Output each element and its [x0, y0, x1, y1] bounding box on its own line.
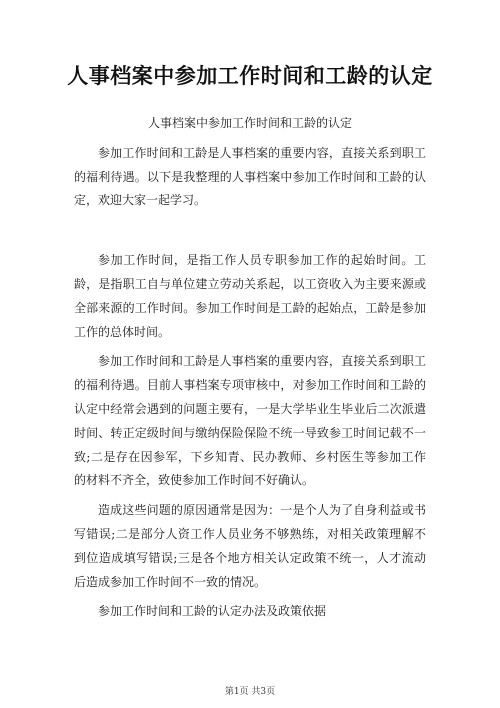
paragraph-section-heading: 参加工作时间和工龄的认定办法及政策依据	[98, 604, 327, 619]
page-number: 第1页 共3页	[224, 687, 276, 697]
document-subtitle: 人事档案中参加工作时间和工龄的认定	[147, 116, 352, 130]
document-body	[74, 112, 426, 630]
paragraph-intro: 参加工作时间和工龄是人事档案的重要内容，直接关系到职工的福利待遇。以下是我整理的人事档案中参加工作时间和工龄的认定，欢迎大家一起学习。	[74, 145, 426, 208]
paragraph-definition: 参加工作时间，是指工作人员专职参加工作的起始时间。工龄，是指职工自与单位建立劳动关系起，以工资收入为主要来源或全部来源的工作时间。参加工作时间是工龄的起始点，工龄是参加工作的总体时间。	[74, 253, 426, 339]
paragraph-causes: 造成这些问题的原因通常是因为：一是个人为了自身利益或书写错误;二是部分人资工作人员业务不够熟练，对相关政策理解不到位造成填写错误;三是各个地方相关认定政策不统一，人才流动后造成参加工作时间不一致的情况。	[74, 503, 426, 589]
paragraph-gap	[74, 219, 426, 249]
paragraph-issues: 参加工作时间和工龄是人事档案的重要内容，直接关系到职工的福利待遇。目前人事档案专项审核中，对参加工作时间和工龄的认定中经常会遇到的问题主要有，一是大学毕业生毕业后二次派遣时间、转正定级时间与缴纳保险保险不统一导致参工时间记载不一致;二是存在因参军，下乡知青、民办教师、乡村医生等参加工作的材料不齐全，致使参加工作时间不好确认。	[74, 354, 426, 488]
page-title: 人事档案中参加工作时间和工龄的认定	[67, 64, 433, 88]
